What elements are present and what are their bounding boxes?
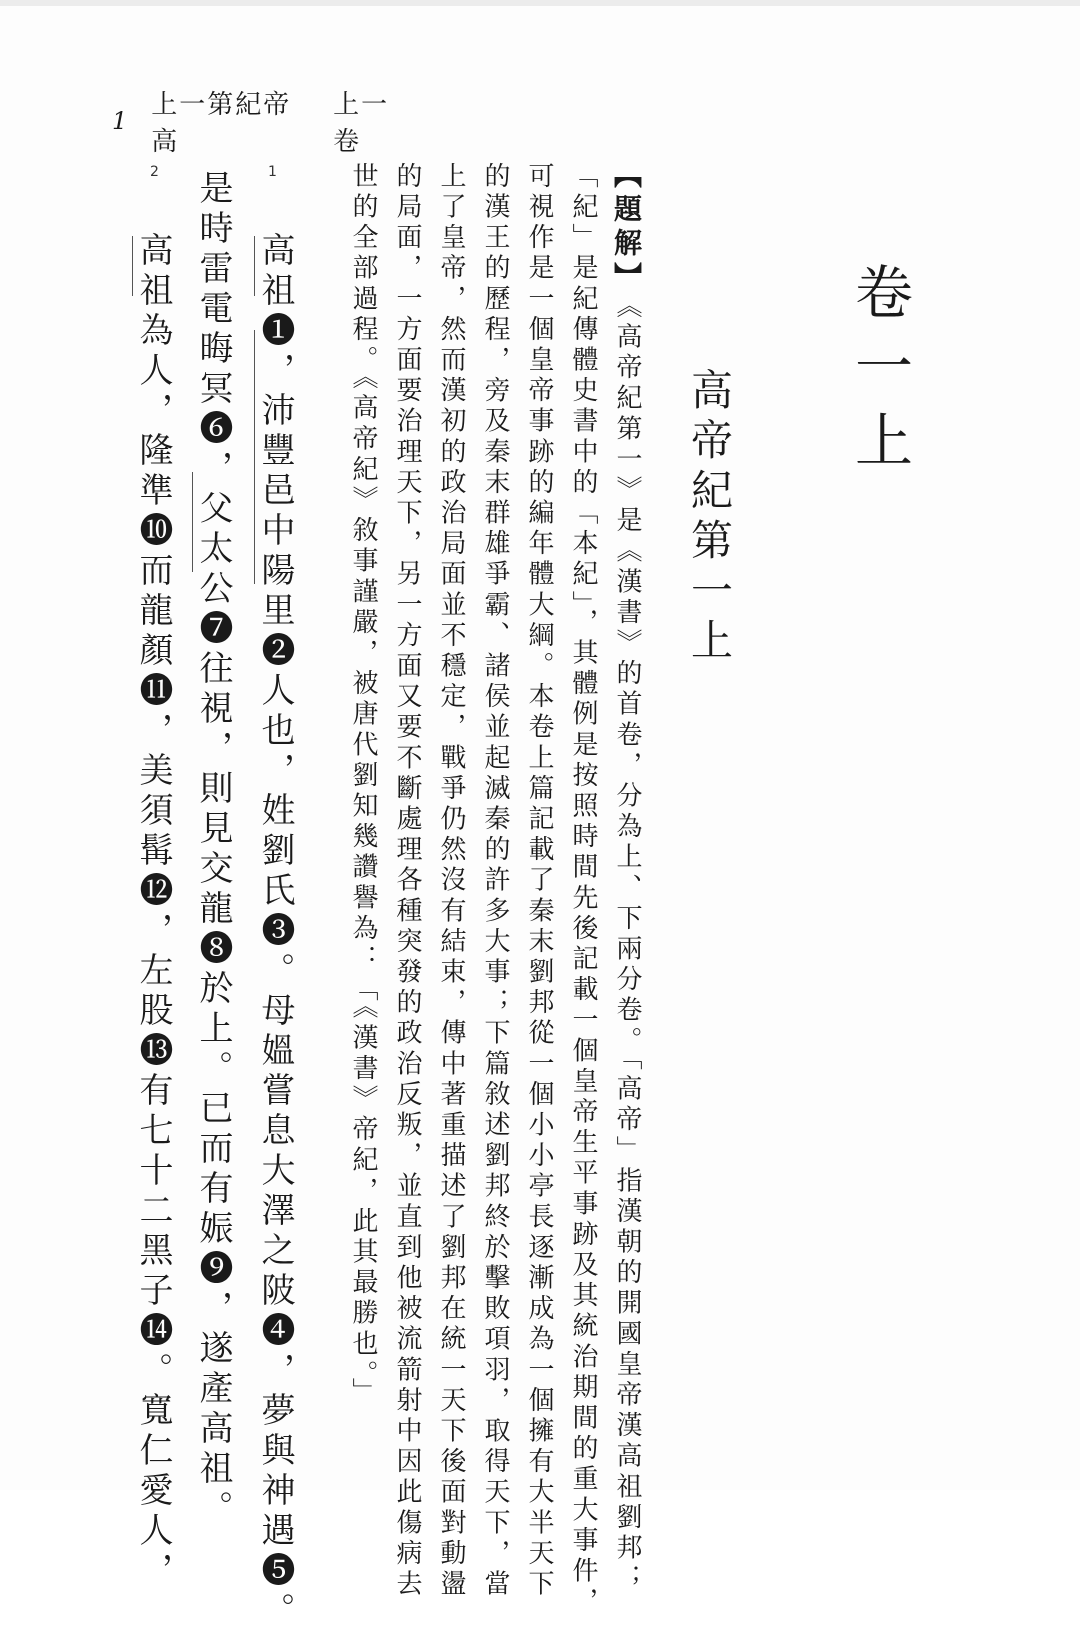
intro-column-5: 上了皇帝，然而漢初的政治局面並不穩定，戰爭仍然沒有結束，傳中著重描述了劉邦在統一天下後面對動盪 [436,162,466,1601]
page-number: 1 [112,107,130,135]
proper-noun-underline [132,236,133,296]
intro-column-4: 的漢王的歷程，旁及秦末群雄爭霸、諸侯並起滅秦的許多大事；下篇敘述劉邦終於擊敗項羽，取得天下，當 [480,162,510,1601]
line-number: 2 [150,164,159,180]
intro-column-7: 世的全部過程。《高帝紀》敘事謹嚴，被唐代劉知幾讚譽為：「《漢書》帝紀，此其最勝也。」 [348,162,378,1409]
proper-noun-underline [254,236,255,296]
intro-label: 【題解】 [610,160,643,296]
intro-column-3: 可視作是一個皇帝事跡的編年體大綱。本卷上篇記載了秦末劉邦從一個小小亭長逐漸成為一個擁有大半天下 [524,162,554,1601]
running-head [112,90,412,157]
intro-column-2: 「紀」是紀傳體史書中的「本紀」，其體例是按照時間先後記載一個皇帝生平事跡及其統治期間的重大事件， [568,162,598,1618]
main-text-column-1: 高祖❶，沛豐邑中陽里❷人也，姓劉氏❸。母媼嘗息大澤之陂❹，夢與神遇❺。 [255,232,295,1632]
intro-column-6: 的局面，一方面要治理天下，另一方面又要不斷處理各種突發的政治反叛，並直到他被流箭射中因此傷病去 [392,162,422,1601]
main-text-column-3: 高祖為人，隆準❿而龍顏⓫，美須髯⓬，左股⓭有七十二黑子⓮。寬仁愛人， [133,232,173,1592]
proper-noun-underline [192,472,193,572]
main-text-column-2: 是時雷電晦冥❻，父太公❼往視，則見交龍❽於上。已而有娠❾，遂產高祖。 [193,170,233,1530]
line-number: 1 [268,164,277,180]
proper-noun-underline [254,330,255,584]
running-head-volume: 上一卷 [333,90,390,157]
running-head-chapter: 上一第紀帝高 [151,90,292,157]
intro-column-1: 《高帝紀第一》是《漢書》的首卷，分為上、下兩分卷。「高帝」指漢朝的開國皇帝漢高祖劉邦； [612,292,642,1595]
volume-title: 卷一上 [845,262,913,484]
chapter-title: 高帝紀第一上 [685,368,734,668]
page-top-edge [0,0,1080,6]
